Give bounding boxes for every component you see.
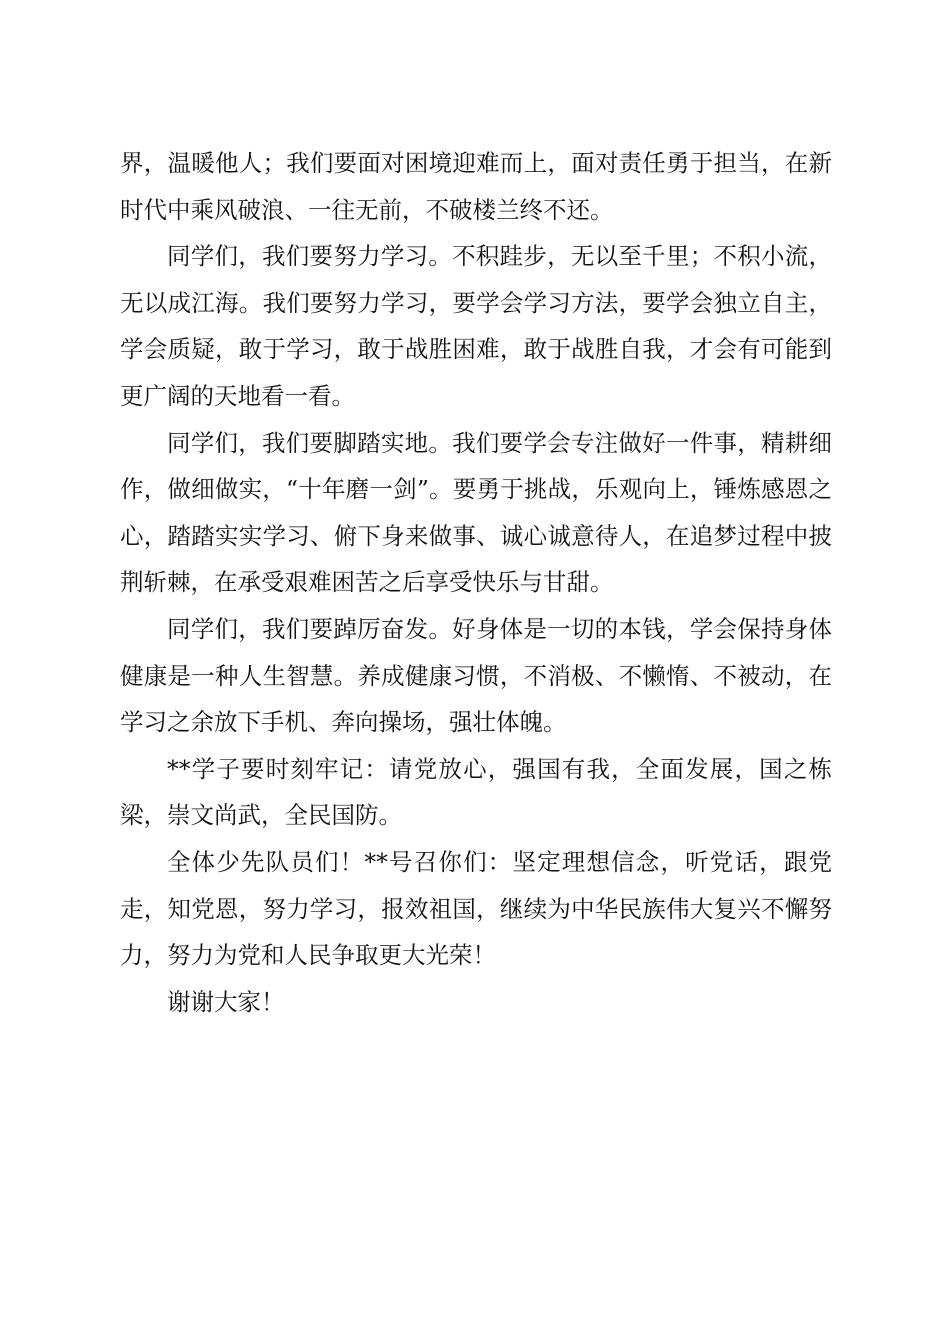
paragraph-students-remember: **学子要时刻牢记：请党放心，强国有我，全面发展，国之栋梁，崇文尚武，全民国防。 bbox=[120, 754, 832, 830]
paragraph-down-to-earth: 同学们，我们要脚踏实地。我们要学会专注做好一件事，精耕细作，做细做实，“十年磨一剑”。要勇于挑战，乐观向上，锤炼感恩之心，踏踏实实学习、俯下身来做事、诚心诚意待人，在追梦过程中披荆斩棘，在承受艰难困苦之后享受快乐与甘甜。 bbox=[120, 428, 832, 597]
document-body bbox=[120, 140, 832, 1025]
paragraph-young-pioneers-call: 全体少先队员们！**号召你们：坚定理想信念，听党话，跟党走，知党恩，努力学习，报效祖国，继续为中华民族伟大复兴不懈努力，努力为党和人民争取更大光荣！ bbox=[120, 847, 832, 970]
paragraph-thanks: 谢谢大家！ bbox=[167, 987, 285, 1016]
paragraph-study-hard: 同学们，我们要努力学习。不积跬步，无以至千里；不积小流，无以成江海。我们要努力学习，要学会学习方法，要学会独立自主，学会质疑，敢于学习，敢于战胜困难，敢于战胜自我，才会有可能到更广阔的天地看一看。 bbox=[120, 242, 832, 410]
paragraph-continued: 界，温暖他人；我们要面对困境迎难而上，面对责任勇于担当，在新时代中乘风破浪、一往无前，不破楼兰终不还。 bbox=[120, 149, 832, 224]
paragraph-forge-ahead: 同学们，我们要踔厉奋发。好身体是一切的本钱，学会保持身体健康是一种人生智慧。养成健康习惯，不消极、不懒惰、不被动，在学习之余放下手机、奔向操场，强壮体魄。 bbox=[120, 614, 832, 737]
